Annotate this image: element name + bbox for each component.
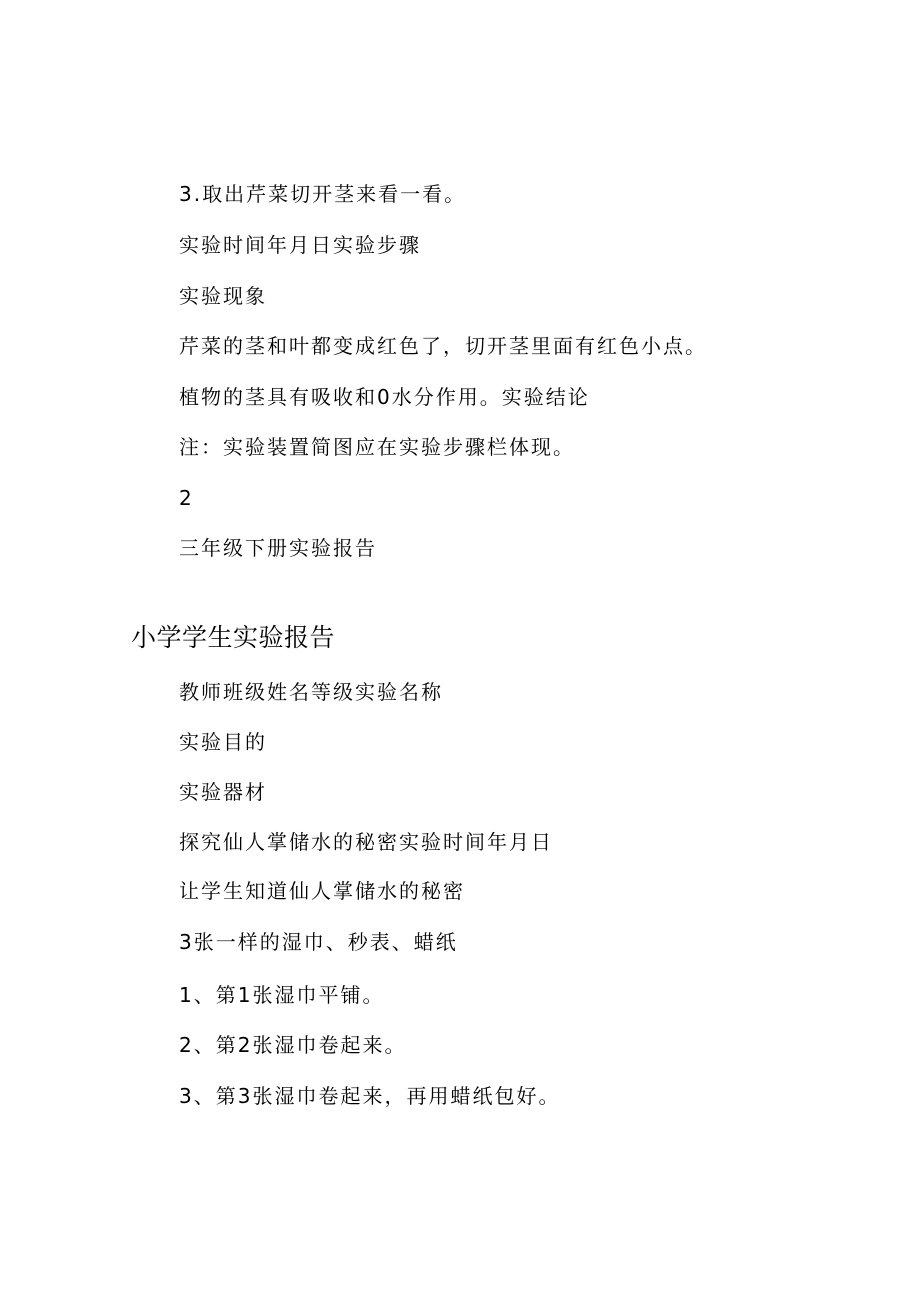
step-3-text: 3.取出芹菜切开茎来看一看。 — [179, 182, 467, 206]
experiment-phenomenon-label: 实验现象 — [179, 284, 267, 308]
equipment-list: 3张一样的湿巾、秒表、蜡纸 — [179, 930, 458, 954]
experiment-purpose-label: 实验目的 — [179, 730, 267, 754]
step-3b-text: 3、第3张湿巾卷起来，再用蜡纸包好。 — [179, 1084, 561, 1108]
phenomenon-description: 芹菜的茎和叶都变成红色了，切开茎里面有红色小点。 — [179, 334, 707, 358]
step-1-text: 1、第1张湿巾平铺。 — [179, 983, 385, 1007]
experiment-time-steps-text: 实验时间年月日实验步骤 — [179, 233, 421, 257]
note-text: 注：实验装置简图应在实验步骤栏体现。 — [179, 435, 575, 459]
grade-report-title: 三年级下册实验报告 — [179, 536, 377, 560]
step-2-text: 2、第2张湿巾卷起来。 — [179, 1033, 407, 1057]
report-heading: 小学学生实验报告 — [131, 623, 336, 652]
report-header-fields: 教师班级姓名等级实验名称 — [179, 680, 443, 704]
purpose-description: 让学生知道仙人掌储水的秘密 — [179, 879, 465, 903]
experiment-name-time-text: 探究仙人掌储水的秘密实验时间年月日 — [179, 830, 553, 854]
conclusion-text: 植物的茎具有吸收和0水分作用。实验结论 — [179, 385, 590, 409]
page-number: 2 — [179, 486, 194, 510]
experiment-equipment-label: 实验器材 — [179, 780, 267, 804]
